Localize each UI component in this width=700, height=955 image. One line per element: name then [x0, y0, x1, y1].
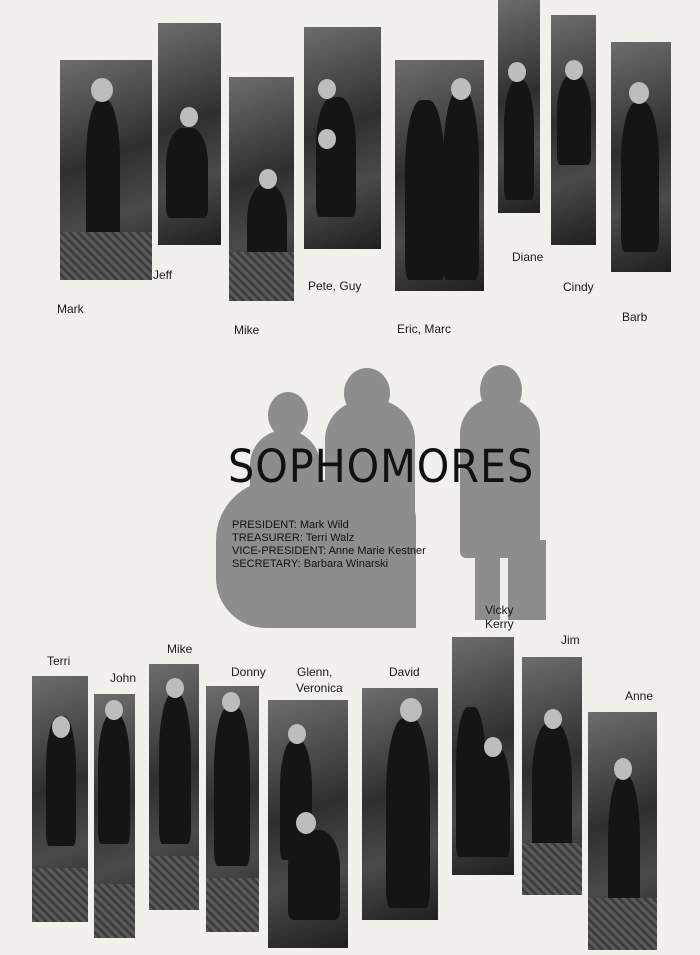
- photo-pete-guy: [304, 27, 381, 249]
- name-cindy: Cindy: [563, 280, 594, 294]
- name-mike-bottom: Mike: [167, 642, 193, 656]
- name-david: David: [389, 665, 420, 679]
- name-jeff: Jeff: [153, 268, 173, 282]
- name-pete-guy: Pete, Guy: [308, 279, 362, 293]
- name-diane: Diane: [512, 250, 544, 264]
- name-jim: Jim: [561, 633, 580, 647]
- photo-cindy: [551, 15, 596, 245]
- photo-david: [362, 688, 438, 920]
- officer-list: [232, 519, 426, 571]
- photo-mike-bottom: [149, 664, 199, 910]
- name-mark: Mark: [57, 302, 84, 316]
- photo-john: [94, 694, 135, 938]
- name-donny: Donny: [231, 665, 266, 679]
- name-kerry: Kerry: [485, 617, 514, 631]
- officer-president: PRESIDENT: Mark Wild: [232, 519, 349, 531]
- photo-diane: [498, 0, 540, 213]
- officer-secretary: SECRETARY: Barbara Winarski: [232, 558, 389, 570]
- name-glenn: Glenn,: [297, 665, 333, 679]
- name-eric-marc: Eric, Marc: [397, 322, 451, 336]
- name-vicky: Vicky: [485, 603, 514, 617]
- photo-jeff: [158, 23, 221, 245]
- name-anne: Anne: [625, 689, 654, 703]
- name-veronica: Veronica: [296, 681, 343, 695]
- officer-vice-president: VICE-PRESIDENT: Anne Marie Kestner: [232, 545, 426, 557]
- name-terri: Terri: [47, 654, 71, 668]
- photo-barb: [611, 42, 671, 272]
- name-john: John: [110, 671, 137, 685]
- photo-mike-top: [229, 77, 294, 301]
- name-barb: Barb: [622, 310, 648, 324]
- photo-vicky-kerry: [452, 637, 514, 875]
- page-title: SOPHOMORES: [228, 440, 535, 493]
- photo-terri: [32, 676, 88, 922]
- photo-mark: [60, 60, 152, 280]
- photo-anne: [588, 712, 657, 950]
- name-mike-top: Mike: [234, 323, 260, 337]
- photo-donny: [206, 686, 259, 932]
- photo-glenn-veronica: [268, 700, 348, 948]
- officer-treasurer: TREASURER: Terri Walz: [232, 532, 355, 544]
- photo-eric-marc: [395, 60, 484, 291]
- photo-jim: [522, 657, 582, 895]
